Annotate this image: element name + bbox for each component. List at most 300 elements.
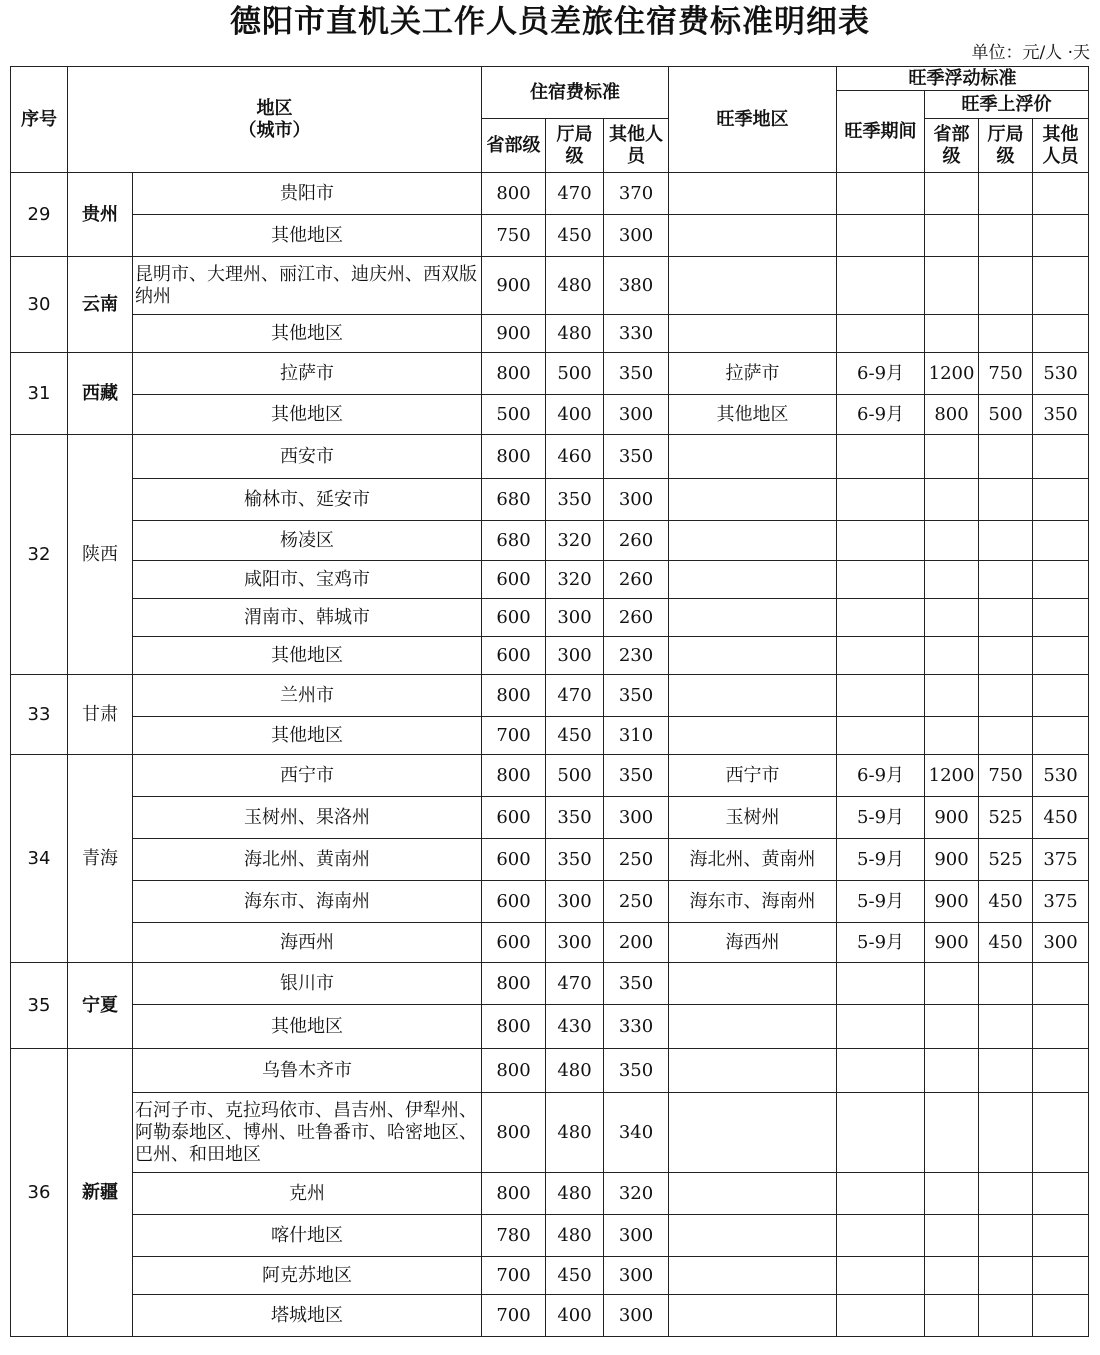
table-row: [11, 963, 1089, 1005]
peak-other-rate: [1033, 1295, 1089, 1337]
peak-bureau-rate: [979, 479, 1033, 521]
peak-bureau-rate: [979, 315, 1033, 353]
provincial-rate: 800: [482, 963, 546, 1005]
table-row: [11, 315, 1089, 353]
other-rate: 300: [604, 1257, 669, 1295]
peak-region: 拉萨市: [669, 353, 837, 395]
peak-bureau-rate: [979, 963, 1033, 1005]
header-region: [68, 67, 482, 173]
peak-other-rate: [1033, 173, 1089, 215]
provincial-rate: 780: [482, 1215, 546, 1257]
peak-other-rate: [1033, 1093, 1089, 1173]
peak-region: [669, 1295, 837, 1337]
provincial-rate: 600: [482, 599, 546, 637]
peak-region: [669, 717, 837, 755]
peak-bureau-rate: [979, 637, 1033, 675]
table-row: [11, 881, 1089, 923]
peak-other-rate: 350: [1033, 395, 1089, 435]
peak-region: 其他地区: [669, 395, 837, 435]
other-rate: 350: [604, 435, 669, 479]
area-name: 拉萨市: [133, 353, 482, 395]
peak-region: 玉树州: [669, 797, 837, 839]
peak-other-rate: [1033, 561, 1089, 599]
peak-bureau-rate: [979, 717, 1033, 755]
header-peak-period: 旺季期间: [837, 91, 925, 173]
peak-period: [837, 675, 925, 717]
provincial-rate: 500: [482, 395, 546, 435]
peak-provincial-rate: 1200: [925, 755, 979, 797]
peak-bureau-rate: [979, 561, 1033, 599]
other-rate: 350: [604, 1049, 669, 1093]
area-name: 榆林市、延安市: [133, 479, 482, 521]
other-rate: 300: [604, 479, 669, 521]
peak-other-rate: 375: [1033, 881, 1089, 923]
other-rate: 330: [604, 315, 669, 353]
peak-other-rate: [1033, 315, 1089, 353]
area-name: 银川市: [133, 963, 482, 1005]
other-rate: 300: [604, 1215, 669, 1257]
peak-period: 5-9月: [837, 881, 925, 923]
table-row: [11, 717, 1089, 755]
area-name: 喀什地区: [133, 1215, 482, 1257]
peak-other-rate: [1033, 215, 1089, 257]
other-rate: 350: [604, 963, 669, 1005]
peak-other-rate: [1033, 257, 1089, 315]
province-name: 甘肃: [68, 675, 133, 755]
bureau-rate: 480: [546, 257, 604, 315]
area-name: 海东市、海南州: [133, 881, 482, 923]
header-region-label: 地区: [256, 97, 293, 119]
peak-other-rate: [1033, 675, 1089, 717]
peak-provincial-rate: 900: [925, 881, 979, 923]
row-seq: 34: [11, 755, 68, 963]
other-rate: 320: [604, 1173, 669, 1215]
peak-region: 西宁市: [669, 755, 837, 797]
row-seq: 32: [11, 435, 68, 675]
peak-bureau-rate: [979, 173, 1033, 215]
provincial-rate: 600: [482, 561, 546, 599]
area-name: 贵阳市: [133, 173, 482, 215]
table-row: [11, 1173, 1089, 1215]
peak-period: [837, 1173, 925, 1215]
peak-other-rate: [1033, 1049, 1089, 1093]
peak-bureau-rate: 525: [979, 797, 1033, 839]
header-peak-region: 旺季地区: [669, 67, 837, 173]
provincial-rate: 900: [482, 257, 546, 315]
bureau-rate: 350: [546, 839, 604, 881]
table-row: [11, 395, 1089, 435]
peak-period: [837, 963, 925, 1005]
bureau-rate: 320: [546, 521, 604, 561]
other-rate: 250: [604, 839, 669, 881]
other-rate: 200: [604, 923, 669, 963]
peak-provincial-rate: [925, 1049, 979, 1093]
peak-region: [669, 521, 837, 561]
area-name: 石河子市、克拉玛依市、昌吉州、伊犁州、阿勒泰地区、博州、吐鲁番市、哈密地区、巴州、和田地区: [133, 1093, 482, 1173]
header-provincial: 省部级: [482, 119, 546, 173]
peak-region: [669, 479, 837, 521]
peak-period: [837, 1257, 925, 1295]
peak-bureau-rate: [979, 1215, 1033, 1257]
peak-region: 海东市、海南州: [669, 881, 837, 923]
peak-other-rate: [1033, 521, 1089, 561]
lodging-standard-table: [10, 66, 1089, 1337]
peak-region: [669, 215, 837, 257]
peak-period: [837, 173, 925, 215]
area-name: 玉树州、果洛州: [133, 797, 482, 839]
table-row: [11, 521, 1089, 561]
peak-other-rate: 300: [1033, 923, 1089, 963]
peak-other-rate: [1033, 1257, 1089, 1295]
provincial-rate: 800: [482, 1093, 546, 1173]
provincial-rate: 700: [482, 717, 546, 755]
area-name: 克州: [133, 1173, 482, 1215]
header-lodging-standard: 住宿费标准: [482, 67, 669, 119]
peak-period: [837, 599, 925, 637]
table-row: [11, 1005, 1089, 1049]
peak-bureau-rate: 450: [979, 923, 1033, 963]
other-rate: 350: [604, 675, 669, 717]
table-row: [11, 561, 1089, 599]
peak-provincial-rate: [925, 1173, 979, 1215]
other-rate: 300: [604, 215, 669, 257]
header-peak-provincial: 省部级: [925, 119, 979, 173]
area-name: 咸阳市、宝鸡市: [133, 561, 482, 599]
bureau-rate: 350: [546, 479, 604, 521]
peak-period: 5-9月: [837, 923, 925, 963]
bureau-rate: 480: [546, 1173, 604, 1215]
peak-provincial-rate: 1200: [925, 353, 979, 395]
peak-period: [837, 717, 925, 755]
table-row: [11, 215, 1089, 257]
peak-region: [669, 637, 837, 675]
peak-provincial-rate: [925, 1093, 979, 1173]
peak-period: 6-9月: [837, 395, 925, 435]
peak-other-rate: [1033, 1215, 1089, 1257]
table-row: [11, 637, 1089, 675]
peak-period: [837, 1093, 925, 1173]
peak-provincial-rate: 800: [925, 395, 979, 435]
peak-other-rate: [1033, 717, 1089, 755]
provincial-rate: 600: [482, 839, 546, 881]
provincial-rate: 900: [482, 315, 546, 353]
peak-region: [669, 1173, 837, 1215]
other-rate: 260: [604, 599, 669, 637]
peak-region: [669, 173, 837, 215]
peak-period: 5-9月: [837, 839, 925, 881]
table-row: [11, 257, 1089, 315]
provincial-rate: 680: [482, 479, 546, 521]
peak-bureau-rate: 525: [979, 839, 1033, 881]
bureau-rate: 400: [546, 1295, 604, 1337]
bureau-rate: 480: [546, 1049, 604, 1093]
peak-other-rate: 450: [1033, 797, 1089, 839]
area-name: 其他地区: [133, 315, 482, 353]
table-row: [11, 1295, 1089, 1337]
peak-period: [837, 1295, 925, 1337]
peak-other-rate: [1033, 435, 1089, 479]
provincial-rate: 800: [482, 755, 546, 797]
peak-other-rate: 530: [1033, 353, 1089, 395]
peak-period: [837, 435, 925, 479]
peak-bureau-rate: [979, 1005, 1033, 1049]
peak-bureau-rate: 450: [979, 881, 1033, 923]
area-name: 其他地区: [133, 717, 482, 755]
provincial-rate: 800: [482, 1005, 546, 1049]
area-name: 昆明市、大理州、丽江市、迪庆州、西双版纳州: [133, 257, 482, 315]
table-row: [11, 797, 1089, 839]
peak-other-rate: 530: [1033, 755, 1089, 797]
peak-provincial-rate: 900: [925, 839, 979, 881]
peak-region: [669, 1215, 837, 1257]
peak-period: [837, 215, 925, 257]
peak-bureau-rate: [979, 675, 1033, 717]
peak-period: 5-9月: [837, 797, 925, 839]
area-name: 杨凌区: [133, 521, 482, 561]
peak-provincial-rate: [925, 215, 979, 257]
bureau-rate: 400: [546, 395, 604, 435]
other-rate: 350: [604, 755, 669, 797]
peak-provincial-rate: 900: [925, 797, 979, 839]
header-peak-other: 其他人员: [1033, 119, 1089, 173]
table-row: [11, 1257, 1089, 1295]
bureau-rate: 460: [546, 435, 604, 479]
provincial-rate: 680: [482, 521, 546, 561]
peak-provincial-rate: [925, 435, 979, 479]
peak-other-rate: [1033, 599, 1089, 637]
peak-bureau-rate: [979, 1093, 1033, 1173]
area-name: 阿克苏地区: [133, 1257, 482, 1295]
other-rate: 250: [604, 881, 669, 923]
peak-region: [669, 1005, 837, 1049]
peak-other-rate: [1033, 1173, 1089, 1215]
peak-period: [837, 315, 925, 353]
header-bureau: 厅局级: [546, 119, 604, 173]
bureau-rate: 430: [546, 1005, 604, 1049]
peak-bureau-rate: 500: [979, 395, 1033, 435]
peak-bureau-rate: [979, 599, 1033, 637]
bureau-rate: 450: [546, 1257, 604, 1295]
provincial-rate: 600: [482, 637, 546, 675]
header-peak-price: 旺季上浮价: [925, 91, 1089, 119]
other-rate: 230: [604, 637, 669, 675]
peak-provincial-rate: [925, 637, 979, 675]
bureau-rate: 480: [546, 1093, 604, 1173]
bureau-rate: 300: [546, 923, 604, 963]
area-name: 其他地区: [133, 637, 482, 675]
area-name: 乌鲁木齐市: [133, 1049, 482, 1093]
peak-bureau-rate: [979, 521, 1033, 561]
peak-other-rate: [1033, 1005, 1089, 1049]
other-rate: 310: [604, 717, 669, 755]
table-row: [11, 353, 1089, 395]
bureau-rate: 500: [546, 755, 604, 797]
bureau-rate: 480: [546, 315, 604, 353]
bureau-rate: 500: [546, 353, 604, 395]
peak-bureau-rate: [979, 1257, 1033, 1295]
other-rate: 340: [604, 1093, 669, 1173]
table-row: [11, 923, 1089, 963]
peak-provincial-rate: [925, 599, 979, 637]
peak-provincial-rate: [925, 257, 979, 315]
peak-other-rate: [1033, 479, 1089, 521]
other-rate: 370: [604, 173, 669, 215]
table-row: [11, 1049, 1089, 1093]
peak-provincial-rate: [925, 1005, 979, 1049]
peak-provincial-rate: 900: [925, 923, 979, 963]
peak-provincial-rate: [925, 315, 979, 353]
bureau-rate: 450: [546, 215, 604, 257]
peak-region: [669, 257, 837, 315]
table-row: [11, 1093, 1089, 1173]
peak-provincial-rate: [925, 1215, 979, 1257]
row-seq: 35: [11, 963, 68, 1049]
peak-bureau-rate: 750: [979, 755, 1033, 797]
area-name: 塔城地区: [133, 1295, 482, 1337]
peak-provincial-rate: [925, 1295, 979, 1337]
other-rate: 300: [604, 395, 669, 435]
province-name: 陕西: [68, 435, 133, 675]
row-seq: 31: [11, 353, 68, 435]
area-name: 渭南市、韩城市: [133, 599, 482, 637]
bureau-rate: 450: [546, 717, 604, 755]
row-seq: 33: [11, 675, 68, 755]
provincial-rate: 600: [482, 797, 546, 839]
peak-bureau-rate: [979, 1173, 1033, 1215]
province-name: 青海: [68, 755, 133, 963]
table-row: [11, 1215, 1089, 1257]
row-seq: 36: [11, 1049, 68, 1337]
provincial-rate: 800: [482, 1049, 546, 1093]
provincial-rate: 800: [482, 353, 546, 395]
provincial-rate: 700: [482, 1257, 546, 1295]
bureau-rate: 350: [546, 797, 604, 839]
header-other: 其他人员: [604, 119, 669, 173]
area-name: 其他地区: [133, 215, 482, 257]
other-rate: 380: [604, 257, 669, 315]
peak-provincial-rate: [925, 717, 979, 755]
provincial-rate: 700: [482, 1295, 546, 1337]
unit-note: 单位：元/人 ·天: [971, 43, 1090, 63]
table-row: [11, 173, 1089, 215]
bureau-rate: 320: [546, 561, 604, 599]
provincial-rate: 600: [482, 881, 546, 923]
table-row: [11, 755, 1089, 797]
table-row: [11, 599, 1089, 637]
bureau-rate: 480: [546, 1215, 604, 1257]
peak-region: [669, 1049, 837, 1093]
peak-period: 6-9月: [837, 353, 925, 395]
row-seq: 30: [11, 257, 68, 353]
bureau-rate: 300: [546, 881, 604, 923]
peak-other-rate: [1033, 637, 1089, 675]
area-name: 海西州: [133, 923, 482, 963]
peak-period: [837, 1049, 925, 1093]
area-name: 海北州、黄南州: [133, 839, 482, 881]
province-name: 贵州: [68, 173, 133, 257]
peak-region: 海北州、黄南州: [669, 839, 837, 881]
peak-region: [669, 675, 837, 717]
peak-period: [837, 637, 925, 675]
table-row: [11, 839, 1089, 881]
peak-other-rate: [1033, 963, 1089, 1005]
other-rate: 300: [604, 797, 669, 839]
area-name: 其他地区: [133, 1005, 482, 1049]
other-rate: 300: [604, 1295, 669, 1337]
area-name: 其他地区: [133, 395, 482, 435]
peak-region: [669, 1093, 837, 1173]
bureau-rate: 300: [546, 599, 604, 637]
peak-bureau-rate: [979, 435, 1033, 479]
header-seq: 序号: [11, 67, 68, 173]
peak-provincial-rate: [925, 479, 979, 521]
peak-region: 海西州: [669, 923, 837, 963]
bureau-rate: 470: [546, 675, 604, 717]
header-region-sub: （城市）: [238, 119, 311, 141]
provincial-rate: 750: [482, 215, 546, 257]
peak-region: [669, 561, 837, 599]
other-rate: 330: [604, 1005, 669, 1049]
area-name: 西宁市: [133, 755, 482, 797]
peak-region: [669, 963, 837, 1005]
bureau-rate: 470: [546, 963, 604, 1005]
peak-other-rate: 375: [1033, 839, 1089, 881]
provincial-rate: 800: [482, 173, 546, 215]
peak-period: [837, 257, 925, 315]
peak-period: [837, 479, 925, 521]
page-title: 德阳市直机关工作人员差旅住宿费标准明细表: [230, 4, 870, 40]
other-rate: 350: [604, 353, 669, 395]
peak-bureau-rate: [979, 1295, 1033, 1337]
peak-provincial-rate: [925, 521, 979, 561]
bureau-rate: 470: [546, 173, 604, 215]
provincial-rate: 600: [482, 923, 546, 963]
other-rate: 260: [604, 561, 669, 599]
peak-provincial-rate: [925, 173, 979, 215]
peak-bureau-rate: [979, 257, 1033, 315]
provincial-rate: 800: [482, 675, 546, 717]
peak-provincial-rate: [925, 963, 979, 1005]
header-peak-bureau: 厅局级: [979, 119, 1033, 173]
peak-bureau-rate: [979, 215, 1033, 257]
peak-provincial-rate: [925, 561, 979, 599]
provincial-rate: 800: [482, 1173, 546, 1215]
province-name: 新疆: [68, 1049, 133, 1337]
province-name: 西藏: [68, 353, 133, 435]
peak-bureau-rate: 750: [979, 353, 1033, 395]
peak-period: [837, 561, 925, 599]
peak-provincial-rate: [925, 1257, 979, 1295]
bureau-rate: 300: [546, 637, 604, 675]
peak-bureau-rate: [979, 1049, 1033, 1093]
province-name: 宁夏: [68, 963, 133, 1049]
peak-region: [669, 599, 837, 637]
peak-period: [837, 1005, 925, 1049]
peak-period: [837, 1215, 925, 1257]
table-row: [11, 675, 1089, 717]
area-name: 西安市: [133, 435, 482, 479]
table-row: [11, 435, 1089, 479]
peak-period: [837, 521, 925, 561]
row-seq: 29: [11, 173, 68, 257]
peak-provincial-rate: [925, 675, 979, 717]
peak-region: [669, 435, 837, 479]
peak-region: [669, 1257, 837, 1295]
other-rate: 260: [604, 521, 669, 561]
peak-period: 6-9月: [837, 755, 925, 797]
header-peak-float: 旺季浮动标准: [837, 67, 1089, 91]
peak-region: [669, 315, 837, 353]
